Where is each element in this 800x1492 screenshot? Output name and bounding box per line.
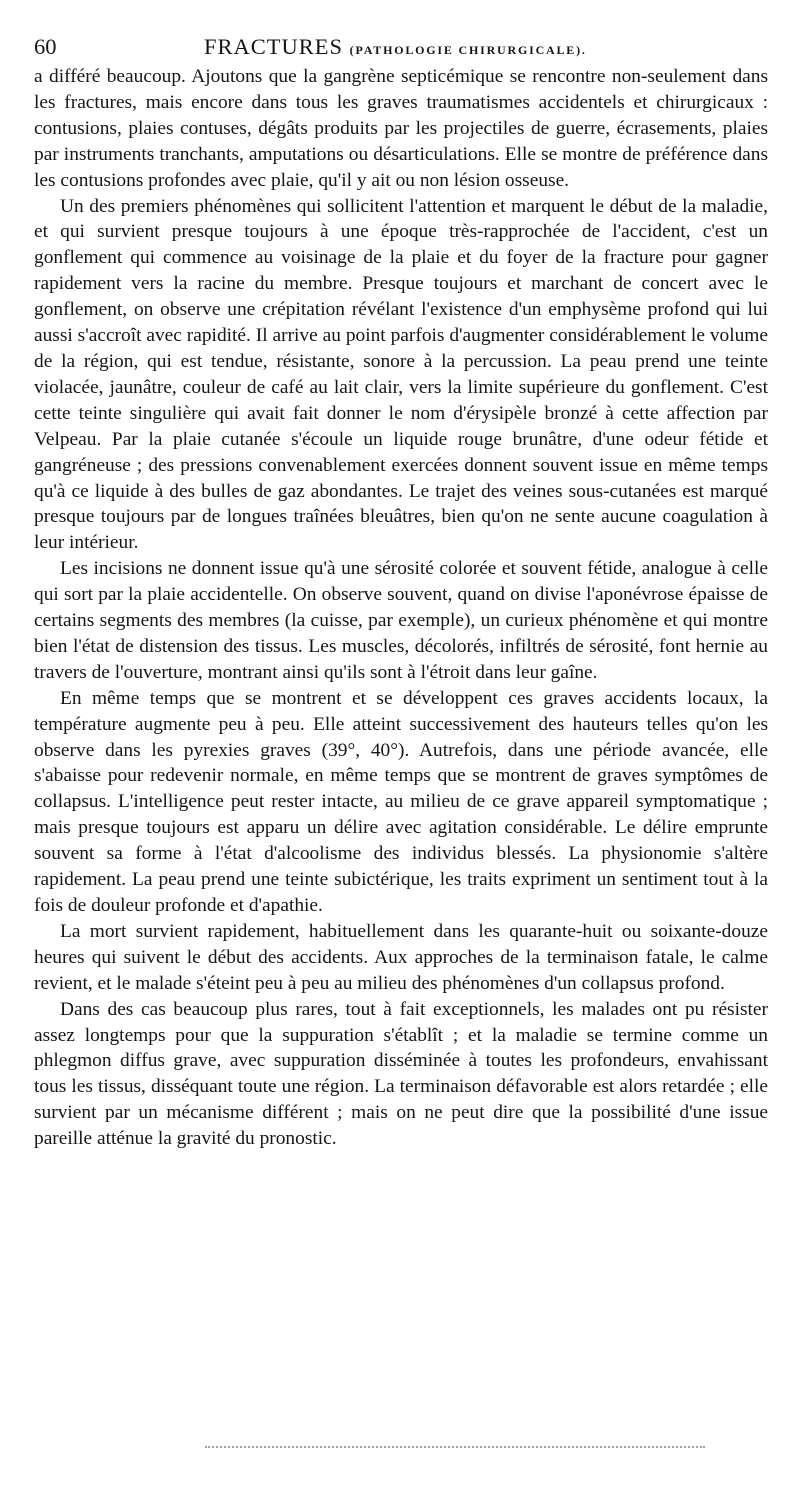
paragraph-continuation: a différé beaucoup. Ajoutons que la gangrène septicémique se rencontre non-seulement dans les fractures, mais encore dans tous les graves traumatismes accidentels et chirurgicaux : contusions, plaies contuses, dégâts produits par les projectiles de guerre, écrasements, plaies par instruments tranchants, amputations ou désarticulations. Elle se montre de préférence dans les contusions profondes avec plaie, qu'il y ait ou non lésion osseuse. [34, 66, 768, 191]
running-title [204, 30, 587, 67]
paragraph-gonflement: Un des premiers phénomènes qui sollicitent l'attention et marquent le début de la maladie, et qui survient presque toujours à une époque très-rapprochée de l'accident, c'est un gonflement qui commence au voisinage de la plaie et du foyer de la fracture pour gagner rapidement vers la racine du membre. Presque toujours et marchant de concert avec le gonflement, on observe une crépitation révélant l'existence d'un emphysème profond qui lui aussi s'accroît avec rapidité. Il arrive au point parfois d'augmenter considérablement le volume de la région, qui est tendue, résistante, sonore à la percussion. La peau prend une teinte violacée, jaunâtre, couleur de café au lait clair, vers la limite supérieure du gonflement. C'est cette teinte singulière qui avait fait donner le nom d'érysipèle bronzé à cette affection par Velpeau. Par la plaie cutanée s'écoule un liquide rouge brunâtre, d'une odeur fétide et gangréneuse ; des pressions convenablement exercées donnent souvent issue en même temps qu'à ce liquide à des bulles de gaz abondantes. Le trajet des veines sous-cutanées est marqué presque toujours par de longues traînées bleuâtres, bien qu'on ne sente aucune coagulation à leur intérieur. [34, 195, 768, 554]
running-title-main: FRACTURES [204, 34, 344, 59]
page-number: 60 [34, 34, 57, 59]
bottom-dotted-rule [205, 1446, 705, 1448]
running-header [34, 30, 774, 64]
paragraph-mort: La mort survient rapidement, habituellement dans les quarante-huit ou soixante-douze heures qui suivent le début des accidents. Aux approches de la terminaison fatale, le calme revient, et le malade s'éteint peu à peu au milieu des phénomènes d'un collapsus profond. [34, 920, 768, 994]
paragraph-cas-rares: Dans des cas beaucoup plus rares, tout à fait exceptionnels, les malades ont pu résister assez longtemps pour que la suppuration s'établît ; et la maladie se termine comme un phlegmon diffus grave, avec suppuration disséminée à toutes les profondeurs, envahissant tous les tissus, disséquant toute une région. La terminaison défavorable est alors retardée ; elle survient par un mécanisme différent ; mais on ne peut dire que la possibilité d'une issue pareille atténue la gravité du pronostic. [34, 998, 768, 1150]
running-title-subtitle: (PATHOLOGIE CHIRURGICALE). [349, 43, 587, 57]
paragraph-incisions: Les incisions ne donnent issue qu'à une sérosité colorée et souvent fétide, analogue à celle qui sort par la plaie accidentelle. On observe souvent, quand on divise l'aponévrose épaisse de certains segments des membres (la cuisse, par exemple), un curieux phénomène et qui montre bien l'état de distension des tissus. Les muscles, décolorés, infiltrés de sérosité, font hernie au travers de l'ouverture, montrant ainsi qu'ils sont à l'étroit dans leur gaîne. [34, 558, 768, 683]
body-text [34, 64, 768, 1152]
paragraph-temperature: En même temps que se montrent et se développent ces graves accidents locaux, la température augmente peu à peu. Elle atteint successivement des hauteurs telles qu'on les observe dans les pyrexies graves (39°, 40°). Autrefois, dans une période avancée, elle s'abaisse pour redevenir normale, en même temps que se montrent de graves symptômes de collapsus. L'intelligence peut rester intacte, au milieu de ce grave appareil symptomatique ; mais presque toujours est apparu un délire avec agitation considérable. Le délire emprunte souvent sa forme à l'état d'alcoolisme des individus blessés. La physionomie s'altère rapidement. La peau prend une teinte subictérique, les traits expriment un sentiment tout à la fois de douleur profonde et d'apathie. [34, 687, 768, 916]
